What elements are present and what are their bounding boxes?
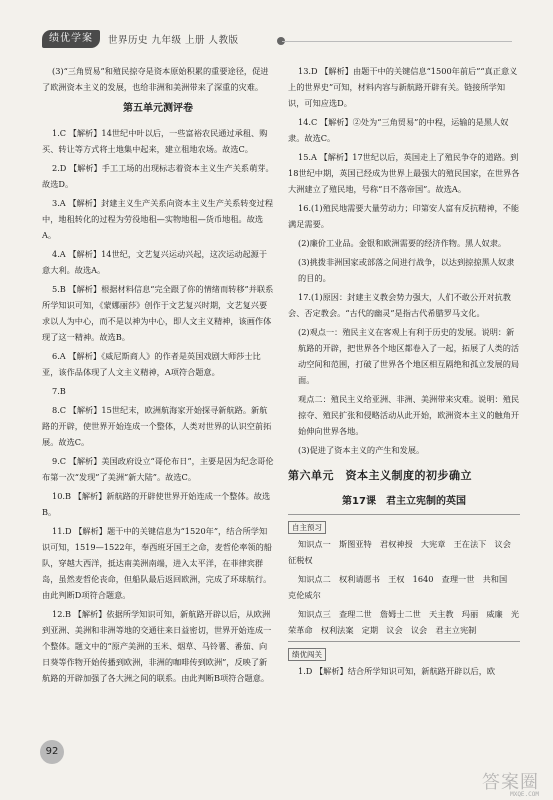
answer-item: 1.C 【解析】14世纪中叶以后，一些富裕农民通过承租、购买、转让等方式将土地集中起来，建立租地农场。故选C。 — [42, 128, 268, 154]
answer-subitem: 观点二：殖民主义给亚洲、非洲、美洲带来灾难。说明：殖民掠夺、殖民扩张和侵略活动从此开始，欧洲资本主义的触角开始伸向世界各地。 — [298, 394, 520, 436]
section-title: 第五单元测评卷 — [123, 103, 193, 114]
answer-item: 15.A 【解析】17世纪以后，英国走上了殖民争夺的道路。到18世纪中期，英国已经成为世界上最强大的殖民国家，在世界各大洲建立了殖民地，号称“日不落帝国”。故选A。 — [288, 152, 520, 194]
intro-paragraph: (3)“三角贸易”和殖民掠夺是资本原始积累的重要途径，促进了欧洲资本主义的发展，也给非洲和美洲带来了深重的灾难。 — [42, 66, 269, 92]
answer-item: 2.D 【解析】手工工场的出现标志着资本主义生产关系萌芽。故选D。 — [42, 163, 274, 189]
answer-item: 9.C 【解析】美国政府设立“哥伦布日”，主要是因为纪念哥伦布第一次“发现”了美洲“新大陆”。故选C。 — [42, 456, 274, 482]
series-badge: 绩优学案 — [42, 30, 100, 48]
header-rule — [282, 41, 512, 42]
watermark-url: MXQE.COM — [510, 791, 539, 798]
answer-subitem: (2)廉价工业品。金银和欧洲需要的经济作物。黑人奴隶。 — [298, 238, 507, 248]
divider — [288, 514, 520, 515]
answer-item: 7.B — [52, 386, 66, 396]
followup-tag: 绩优闯关 — [288, 648, 326, 661]
left-column — [42, 63, 274, 689]
answer-item: 12.B 【解析】依据所学知识可知，新航路开辟以后，从欧洲到亚洲、美洲和非洲等地的交通往来日益密切，世界开始连成一个整体。题文中的“原产美洲的玉米、烟草、马铃薯、番茄、向日葵等作物开始传播到欧洲，非洲的咖啡传到欧洲”，反映了新航路的开辟加强了各大洲之间的联系。由此判断B项符合题意。 — [42, 609, 272, 683]
right-column — [288, 63, 520, 682]
answer-item: 10.B 【解析】新航路的开辟使世界开始连成一个整体。故选B。 — [42, 491, 271, 517]
answer-subitem: (3)挑拨非洲国家或部落之间进行战争，以达到掠掠黑人奴隶的目的。 — [298, 257, 515, 283]
answer-subitem: (3)促进了资本主义的产生和发展。 — [298, 445, 425, 455]
divider — [288, 641, 520, 642]
answer-item: 4.A 【解析】14世纪，文艺复兴运动兴起，这次运动起源于意大利。故选A。 — [42, 249, 268, 275]
watermark: 答案圈 — [482, 772, 539, 793]
answer-item: 16.(1)殖民地需要大量劳动力；印第安人富有反抗精神，不能满足需要。 — [288, 203, 520, 229]
answer-item: 6.A 【解析】《威尼斯商人》的作者是英国戏剧大师莎士比亚，该作品体现了人文主义精神，A项符合题意。 — [42, 351, 261, 377]
unit-title: 第六单元 资本主义制度的初步确立 — [288, 469, 472, 482]
lesson-title: 第17课 君主立宪制的英国 — [342, 496, 466, 507]
answer-item: 3.A 【解析】封建主义生产关系向资本主义生产关系转变过程中，地租转化的过程为劳役地租—实物地租—货币地租。故选A。 — [42, 198, 274, 240]
knowledge-point: 知识点二 权利请愿书 王权 1640 查理一世 共和国 克伦威尔 — [288, 574, 516, 600]
answer-item: 13.D 【解析】由题干中的关键信息“1500年前后”“真正意义上的世界史”可知，材料内容与新航路开辟有关。链接所学知识，可知应选D。 — [288, 66, 518, 108]
answer-item: 17.(1)原因：封建主义教会势力强大，人们不敢公开对抗教会、否定教会。“古代的幽灵”是指古代希腊罗马文化。 — [288, 292, 511, 318]
book-info: 世界历史 九年级 上册 人教版 — [108, 35, 239, 46]
knowledge-point: 知识点一 斯图亚特 君权神授 大宪章 王在法下 议会 征税权 — [288, 539, 520, 565]
answer-item: 14.C 【解析】②处为“三角贸易”的中程，运输的是黑人奴隶。故选C。 — [288, 117, 509, 143]
answer-subitem: (2)观点一：殖民主义在客观上有利于历史的发展。说明：新航路的开辟，把世界各个地区都卷入了一起，拓展了人类的活动空间和范围，打破了世界各个地区相互隔绝和孤立发展的局面。 — [298, 327, 520, 385]
answer-item: 11.D 【解析】题干中的关键信息为“1520年”，结合所学知识可知，1519—1522年，奉西班牙国王之命，麦哲伦率领的船队，穿越大西洋，抵达南美洲南端，进入太平洋，在菲律宾群岛，虽然麦哲伦丧命，但船队最后返回欧洲，完成了环球航行。由此判断D项符合题意。 — [42, 526, 272, 600]
knowledge-point: 知识点三 查理二世 詹姆士二世 天主教 玛丽 威廉 光荣革命 权利法案 定期 议会 议会 君主立宪制 — [288, 609, 520, 635]
answer-item: 8.C 【解析】15世纪末，欧洲航海家开始探寻新航路。新航路的开辟，使世界开始连成一个整体，人类对世界的认识空前拓展。故选C。 — [42, 405, 272, 447]
preview-tag: 自主预习 — [288, 521, 326, 534]
page-number: 92 — [40, 740, 64, 764]
answer-item: 1.D 【解析】结合所学知识可知，新航路开辟以后，欧 — [298, 666, 496, 676]
answer-item: 5.B 【解析】根据材料信息“完全跟了你的情绪而转移”并联系所学知识可知，《蒙娜丽莎》创作于文艺复兴时期，文艺复兴要求以人为中心，而不是以神为中心，即人文主义精神，该画作体现了这一精神。故选B。 — [42, 284, 274, 342]
page-header — [42, 30, 512, 50]
